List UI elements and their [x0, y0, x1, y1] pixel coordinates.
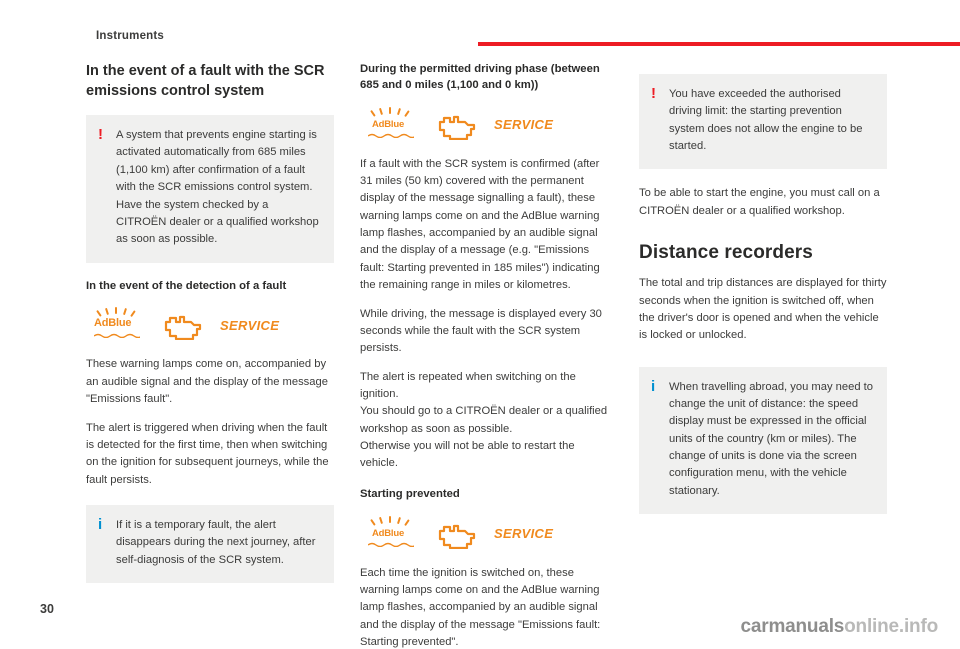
service-label-1: SERVICE	[220, 317, 280, 333]
info-callout-1-text: If it is a temporary fault, the alert disappears during the next journey, after self-diagnosis of the SCR system.	[116, 518, 316, 566]
section-title-distance-recorders: Distance recorders	[639, 242, 813, 264]
adblue-warning-lamp-icon	[360, 519, 422, 549]
info-icon: i	[651, 377, 656, 395]
adblue-label: AdBlue	[372, 118, 405, 130]
warning-callout-2-text: You have exceeded the authorised driving limit: the starting prevention system does not allow the engine to be started.	[669, 88, 863, 153]
warning-lamp-group-1	[86, 308, 334, 342]
adblue-warning-lamp-icon	[86, 310, 148, 340]
adblue-wave-icon	[368, 542, 414, 547]
warning-callout-2	[639, 74, 887, 169]
column1-paragraph-1: These warning lamps come on, accompanied by an audible signal and the display of the message "Emissions fault".	[86, 358, 328, 406]
page-header	[0, 30, 960, 50]
info-callout-2-text: When travelling abroad, you may need to change the unit of distance: the speed display must be expressed in the official units of the country (km or miles). The change of units is done via the screen configuration menu, with the vehicle stationary.	[669, 380, 873, 497]
warning-icon: !	[98, 126, 103, 144]
adblue-wave-icon	[368, 133, 414, 138]
service-label-3: SERVICE	[494, 526, 554, 542]
subheading-driving-phase: During the permitted driving phase (between 685 and 0 miles (1,100 and 0 km))	[360, 63, 600, 91]
service-label-2: SERVICE	[494, 117, 554, 133]
warning-icon: !	[651, 85, 656, 102]
column-2	[360, 62, 608, 649]
engine-fault-lamp-icon	[162, 310, 206, 340]
warning-lamp-group-3	[360, 517, 608, 551]
footer-watermark	[741, 616, 938, 638]
header-rule	[478, 42, 960, 46]
info-icon: i	[98, 515, 103, 533]
info-callout-2	[639, 367, 887, 515]
column2-paragraph-5: Otherwise you will not be able to restart the vehicle.	[360, 440, 575, 470]
engine-fault-lamp-icon	[436, 519, 480, 549]
column2-paragraph-3: The alert is repeated when switching on the ignition.	[360, 370, 576, 400]
column2-paragraph-4: You should go to a CITROËN dealer or a qualified workshop as soon as possible.	[360, 405, 608, 435]
warning-callout-1	[86, 115, 334, 263]
warning-lamp-group-2	[360, 108, 608, 142]
adblue-label: AdBlue	[94, 317, 132, 330]
column2-paragraph-2: While driving, the message is displayed every 30 seconds while the fault with the SCR system persists.	[360, 307, 602, 355]
adblue-label: AdBlue	[372, 527, 405, 539]
column3-paragraph-2: The total and trip distances are displayed for thirty seconds when the ignition is switched off, when the driver's door is opened and when the vehicle is locked or unlocked.	[639, 277, 887, 342]
warning-callout-1-text: A system that prevents engine starting is activated automatically from 685 miles (1,100 km) after confirmation of a fault with the SCR emissions control system. Have the system checked by a CITROËN dealer or a qualified workshop as soon as possible.	[116, 129, 319, 246]
page-title: In the event of a fault with the SCR emissions control system	[86, 63, 325, 99]
subheading-starting-prevented: Starting prevented	[360, 487, 460, 500]
column2-paragraph-1: If a fault with the SCR system is confirmed (after 31 miles (50 km) covered with the permanent display of the message signalling a fault), these warning lamps come on and the AdBlue warning lamp flashes, accompanied by an audible signal and the display of a message (e.g. "Emissions fault: Starting prevented in 185 miles") indicating the remaining range in miles or kilometres.	[360, 157, 600, 292]
info-callout-1	[86, 505, 334, 583]
header-title: Instruments	[96, 30, 165, 42]
column3-paragraph-1: To be able to start the engine, you must call on a CITROËN dealer or a qualified workshop.	[639, 187, 880, 217]
column1-paragraph-2: The alert is triggered when driving when the fault is detected for the first time, then when switching on the ignition for subsequent journeys, while the fault persists.	[86, 421, 329, 486]
page-number: 30	[40, 602, 54, 616]
footer-brand-light: online.info	[844, 616, 938, 637]
adblue-wave-icon	[94, 333, 140, 338]
column-3	[639, 62, 887, 530]
column2-paragraph-6: Each time the ignition is switched on, these warning lamps come on and the AdBlue warning lamp flashes, accompanied by an audible signal and the display of the message "Emissions fault: Starting prevented".	[360, 566, 601, 648]
engine-fault-lamp-icon	[436, 110, 480, 140]
footer-brand-dark: carmanuals	[740, 616, 845, 637]
column-1	[86, 62, 334, 599]
subheading-fault-detection: In the event of the detection of a fault	[86, 279, 287, 292]
adblue-warning-lamp-icon	[360, 110, 422, 140]
